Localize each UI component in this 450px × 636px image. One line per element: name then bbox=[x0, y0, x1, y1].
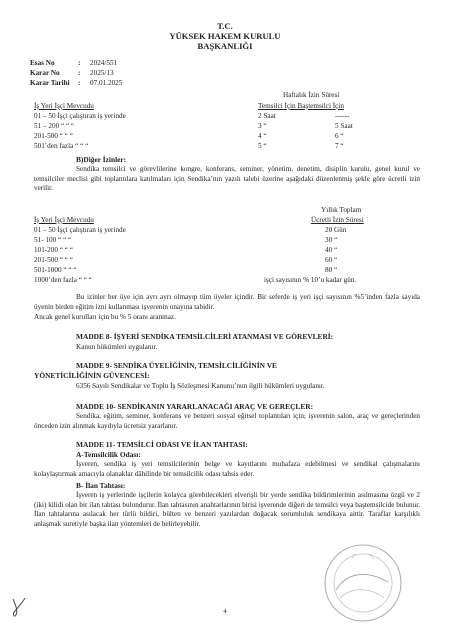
table1-row-left: 501’den fazla “ “ “ bbox=[34, 142, 89, 150]
table1-head-right-1: Haftalık İzin Süresi bbox=[283, 91, 340, 99]
table2-head-right-1: Yıllık Toplam bbox=[321, 206, 362, 214]
table2-row-left: 201-500 “ “ “ bbox=[34, 256, 73, 264]
table2-row-right: 30 “ bbox=[325, 236, 338, 244]
table1-row-a: 3 “ bbox=[258, 122, 267, 130]
article-11-sub-b: B- İlan Tahtası: bbox=[76, 481, 126, 490]
section-b-paragraph: Sendika temsilci ve görevlilerine kongre, konferans, seminer, yönetim, denetim, disiplin kurulu, genel kurul ve temsilciler meclisi gibi toplantılara katılmaları için Sendika’nın yazılı talebi üzerine aşağıdaki düzenlenmiş şekle göre ücretli izin verilir. bbox=[34, 165, 420, 193]
table1-row-left: 51 – 200 “ “ “ bbox=[34, 122, 75, 130]
article-10-title: MADDE 10- SENDİKANIN YARARLANACAĞI ARAÇ VE GEREÇLER: bbox=[76, 402, 314, 411]
article-11-text-a: İşveren, sendika iş yeri temsilcilerinin belge ve kayıtlarını muhafaza edebilmesi ve sendikal çalışmalarını kolaylaştırmak amacıyla olanaklar dâhilinde bir temsilcilik odası tahsis eder. bbox=[34, 460, 420, 478]
article-8-title: MADDE 8- İŞYERİ SENDİKA TEMSİLCİLERİ ATANMASI VE GÖREVLERİ: bbox=[76, 332, 334, 341]
header-institution: YÜKSEK HAKEM KURULU bbox=[169, 31, 281, 41]
table2-row-left: 01 – 50 İşçi çalıştıran iş yerinde bbox=[34, 226, 126, 234]
table1-row-b: 6 “ bbox=[335, 132, 344, 140]
education-leave-paragraph: Bu izinler her üye için ayrı ayrı olmayıp tüm üyeler içindir. Bir seferde iş yeri işçi sayısının %5’inden fazla sayıda üyenin birden eğitim izni kullanması işverenin onayına tabidir. bbox=[34, 293, 420, 311]
article-9-title-line1: MADDE 9- SENDİKA ÜYELİĞİNİN, TEMSİLCİLİĞİNİN VE bbox=[76, 361, 277, 370]
article-8-text: Kanun hükümleri uygulanır. bbox=[76, 343, 158, 351]
header-presidency: BAŞKANLIĞI bbox=[197, 41, 253, 51]
article-9-title-line2: YÖNETİCİLİĞİNİN GÜVENCESİ: bbox=[34, 371, 150, 380]
table1-row-a: 4 “ bbox=[258, 132, 267, 140]
table2-head-right-2: Ücretli İzin Süresi bbox=[311, 216, 364, 224]
table1-row-a: 5 “ bbox=[258, 142, 267, 150]
table2-row-right: 20 Gün bbox=[325, 226, 347, 234]
table2-row-right: işçi sayısının % 10’u kadar gün. bbox=[264, 276, 357, 284]
table1-head-right-2: Temsilci İçin Baştemsilci İçin bbox=[258, 102, 344, 110]
article-11-sub-a: A-Temsilcilik Odası: bbox=[76, 450, 141, 459]
article-10-text: Sendika, eğitim, seminer, konferans ve benzeri sosyal eğitsel toplantıları için; işverenin salon, araç ve gereçlerinden önceden izin alınmak kaydıyla ücretsiz yararlanır. bbox=[34, 412, 420, 430]
table1-row-left: 201-500 “ “ “ bbox=[34, 132, 73, 140]
table2-row-left: 101-200 “ “ “ bbox=[34, 246, 73, 254]
table2-row-left: 501-1000 “ “ “ bbox=[34, 266, 77, 274]
table1-row-b: 5 Saat bbox=[335, 122, 353, 130]
table2-row-left: 1000’den fazla “ “ “ bbox=[34, 276, 92, 284]
article-11-text-b: İşveren iş yerlerinde işçilerin kolayca görebilecekleri elverişli bir yerde sendika bildirimlerinin asılmasına özgü ve 2 (iki) kilidi olan bir ilan tahtası bulundurur. İlan tahtasının anahtarlarının birisi işverende diğeri de temsilci veya baştemsilcide bulunur. İlan tahtalarına asılacak her türlü bildiri, bülten ve benzeri yazılardan doğacak sorumluluk sendikaya aittir. Taraflar karşılıklı anlaşmak suretiyle başka ilan yöntemleri de belirleyebilir. bbox=[34, 491, 420, 528]
table2-head-left: İş Yeri İşçi Mevcudu bbox=[34, 216, 94, 224]
header-tc: T.C. bbox=[217, 21, 233, 31]
table1-row-b: 7 “ bbox=[335, 142, 344, 150]
document-page: T.C. YÜKSEK HAKEM KURULU BAŞKANLIĞI Esas No : 2024/551 Karar No : 2025/13 Karar Tarihi : 07.01.2025 Haftalık İzin Süresi İş Yeri İşçi Mevcudu Temsilci İçin Baştemsilci İçin 01 – 50 İşçi çalıştıran iş yerinde 2 Saat ------ 51 – 200 “ “ “ 3 “ 5 Saat 201-500 “ “ “ 4 “ 6 “ 501’den fazla “ “ “ 5 “ 7 “ B)Diğer İzinler: Sendika temsilci ve görevlilerine kongre, konferans, seminer, yönetim, denetim, disiplin kurulu, genel kurul ve temsilciler meclisi gibi toplantılara katılmaları için Sendika’nın yazılı talebi üzerine aşağıdaki düzenlenmiş şekle göre ücretli izin verilir. Yıllık Toplam İş Yeri İşçi Mevcudu Ücretli İzin Süresi 01 – 50 İşçi çalıştıran iş yerinde 20 Gün 51- 100 “ “ “ 30 “ 101-200 “ “ “ 40 “ 201-500 “ “ “ 60 “ 501-1000 “ “ “ 80 “ 1000’den fazla “ “ “ işçi sayısının % 10’u kadar gün. Bu izinler her üye için ayrı ayrı olmayıp tüm üyeler içindir. Bir seferde iş yeri işçi sayısının %5’inden fazla sayıda üyenin birden eğitim izni kullanması işverenin onayına tabidir. Ancak genel kurulları için bu % 5 oranı aranmaz. MADDE 8- İŞYERİ SENDİKA TEMSİLCİLERİ ATANMASI VE GÖREVLERİ: Kanun hükümleri uygulanır. MADDE 9- SENDİKA ÜYELİĞİNİN, TEMSİLCİLİĞİNİN VE YÖNETİCİLİĞİNİN GÜVENCESİ: 6356 Sayılı Sendikalar ve Toplu İş Sözleşmesi Kanunu’nun ilgili hükümleri uygulanır. MADDE 10- SENDİKANIN YARARLANACAĞI ARAÇ VE GEREÇLER: Sendika, eğitim, seminer, konferans ve benzeri sosyal eğitsel toplantıları için; işverenin salon, araç ve gereçlerinden önceden izin alınmak kaydıyla ücretsiz yararlanır. MADDE 11- TEMSİLCİ ODASI VE İLAN TAHTASI: A-Temsilcilik Odası: İşveren, sendika iş yeri temsilcilerinin belge ve kayıtlarını muhafaza edebilmesi ve sendikal çalışmalarını kolaylaştırmak amacıyla olanaklar dâhilinde bir temsilcilik odası tahsis eder. B- İlan Tahtası: İşveren iş yerlerinde işçilerin kolayca görebilecekleri elverişli bir yerde sendika bildirimlerinin asılmasına özgü ve 2 (iki) kilidi olan bir ilan tahtası bulundurur. İlan tahtasının anahtarlarının birisi işverende diğeri de temsilci veya baştemsilcide bulunur. İlan tahtalarına asılacak her türlü bildiri, bülten ve benzeri yazılardan doğacak sorumluluk sendikaya aittir. Taraflar karşılıklı anlaşmak suretiyle başka ilan yöntemleri de belirleyebilir. 4 bbox=[0, 0, 450, 636]
page-number: 4 bbox=[223, 608, 227, 615]
table1-row-a: 2 Saat bbox=[258, 112, 276, 120]
article-9-text: 6356 Sayılı Sendikalar ve Toplu İş Sözleşmesi Kanunu’nun ilgili hükümleri uygulanır. bbox=[76, 382, 325, 390]
table2-row-right: 80 “ bbox=[325, 266, 338, 274]
section-b-title: B)Diğer İzinler: bbox=[76, 155, 127, 164]
table1-head-left: İş Yeri İşçi Mevcudu bbox=[34, 102, 94, 110]
table1-row-left: 01 – 50 İşçi çalıştıran iş yerinde bbox=[34, 112, 126, 120]
article-11-title: MADDE 11- TEMSİLCİ ODASI VE İLAN TAHTASI: bbox=[76, 440, 248, 449]
table2-row-left: 51- 100 “ “ “ bbox=[34, 236, 72, 244]
general-assembly-note: Ancak genel kurulları için bu % 5 oranı aranmaz. bbox=[34, 313, 176, 321]
table1-row-b: ------ bbox=[335, 112, 350, 120]
table2-row-right: 40 “ bbox=[325, 246, 338, 254]
table2-row-right: 60 “ bbox=[325, 256, 338, 264]
